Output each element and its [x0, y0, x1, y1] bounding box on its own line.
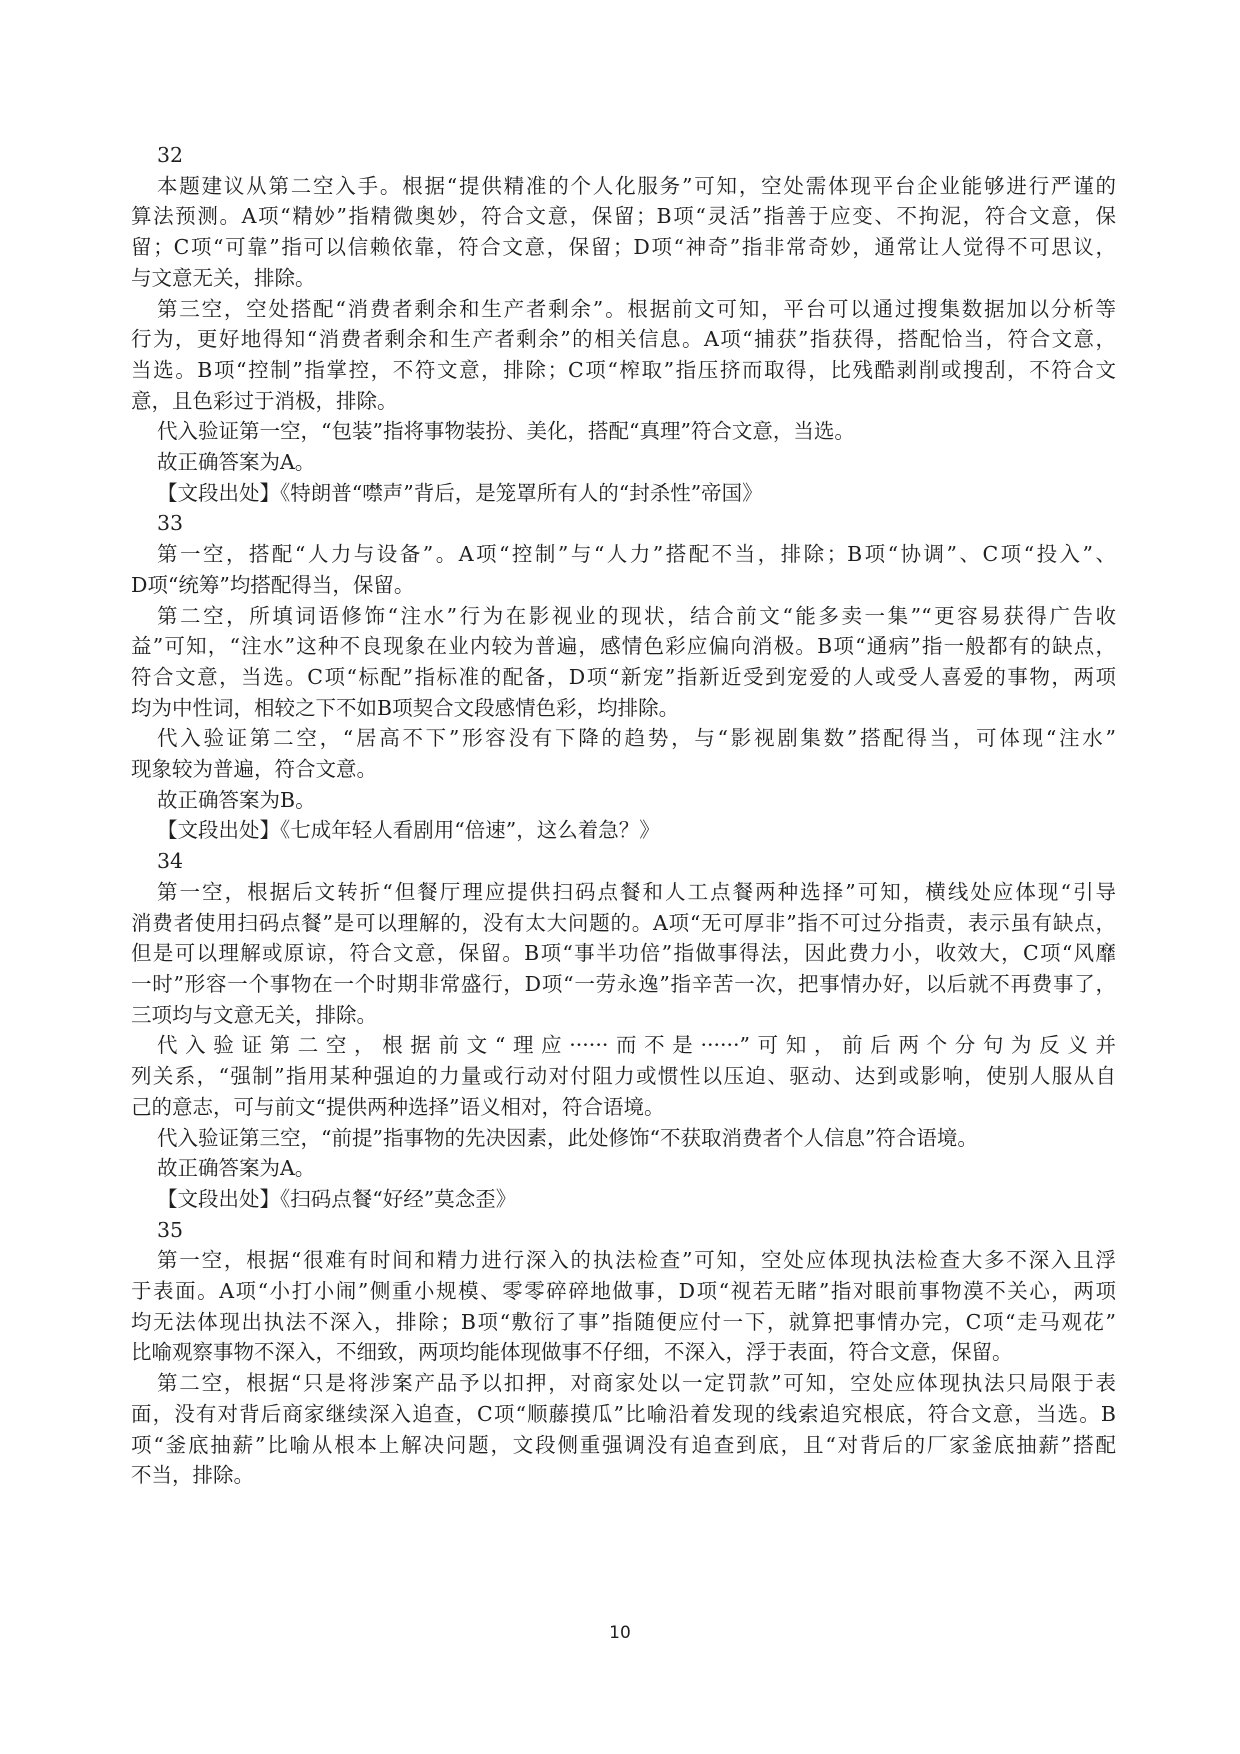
text-line: 第三空，空处搭配“消费者剩余和生产者剩余”。根据前文可知，平台可以通过搜集数据加以分析等: [157, 296, 1116, 321]
text-line: 均为中性词，相较之下不如B项契合文段感情色彩，均排除。: [131, 695, 680, 720]
text-line: 第二空，根据“只是将涉案产品予以扣押，对商家处以一定罚款”可知，空处应体现执法只局限于表: [157, 1371, 1116, 1396]
text-line: 故正确答案为A。: [157, 1156, 316, 1181]
text-line: 不当，排除。: [131, 1463, 254, 1488]
text-line: 三项均与文意无关，排除。: [131, 1002, 377, 1027]
paragraph: [131, 416, 1116, 447]
text-line: 第一空，根据后文转折“但餐厅理应提供扫码点餐和人工点餐两种选择”可知，横线处应体现“引导: [157, 879, 1116, 904]
text-line: 列关系，“强制”指用某种强迫的力量或行动对付阻力或惯性以压迫、驱动、达到或影响，使别人服从自: [131, 1064, 1116, 1089]
text-line: 于表面。A项“小打小闹”侧重小规模、零零碎碎地做事，D项“视若无睹”指对眼前事物漠不关心，两项: [131, 1279, 1116, 1304]
paragraph: [131, 539, 1116, 600]
answer-line: [131, 1153, 1116, 1184]
text-line: 均无法体现出执法不深入，排除；B项“敷衍了事”指随便应付一下，就算把事情办完，C项“走马观花”: [131, 1309, 1116, 1334]
text-line: 【文段出处】《七成年轻人看剧用“倍速”，这么着急？》: [157, 818, 660, 843]
paragraph: [131, 601, 1116, 724]
section-34: [131, 846, 1116, 1214]
question-number: 35: [157, 1217, 184, 1242]
text-line: 己的意志，可与前文“提供两种选择”语义相对，符合语境。: [131, 1094, 665, 1119]
paragraph: [131, 294, 1116, 417]
section-33: [131, 508, 1116, 846]
text-line: 现象较为普遍，符合文意。: [131, 757, 377, 782]
text-line: 代入验证第一空，“包装”指将事物装扮、美化，搭配“真理”符合文意，当选。: [157, 419, 855, 444]
text-line: 一时”形容一个事物在一个时期非常盛行，D项“一劳永逸”指辛苦一次，把事情办好，以后就不再费事了，: [131, 971, 1116, 996]
page-number: 10: [609, 1623, 631, 1643]
question-number: 32: [157, 143, 184, 167]
text-line: 益”可知，“注水”这种不良现象在业内较为普遍，感情色彩应偏向消极。B项“通病”指一般都有的缺点，: [131, 634, 1116, 659]
text-line: 故正确答案为A。: [157, 450, 316, 475]
source-citation: [131, 815, 1116, 846]
text-line: 当选。B项“控制”指掌控，不符文意，排除；C项“榨取”指压挤而取得，比残酷剥削或搜刮，不符合文: [131, 357, 1116, 382]
text-line: 项“釜底抽薪”比喻从根本上解决问题，文段侧重强调没有追查到底，且“对背后的厂家釜底抽薪”搭配: [131, 1432, 1116, 1457]
text-line: D项“统筹”均搭配得当，保留。: [131, 572, 415, 597]
paragraph: [131, 877, 1116, 1031]
text-line: 第二空，所填词语修饰“注水”行为在影视业的现状，结合前文“能多卖一集”“更容易获得广告收: [157, 603, 1116, 628]
text-line: 故正确答案为B。: [157, 787, 316, 812]
text-line: 消费者使用扫码点餐”是可以理解的，没有太大问题的。A项“无可厚非”指不可过分指责，表示虽有缺点，: [131, 910, 1116, 935]
answer-line: [131, 447, 1116, 478]
text-line: 第一空，根据“很难有时间和精力进行深入的执法检查”可知，空处应体现执法检查大多不深入且浮: [157, 1248, 1116, 1273]
text-line: 代入验证第二空，“居高不下”形容没有下降的趋势，与“影视剧集数”搭配得当，可体现“注水”: [157, 726, 1116, 751]
document-body: [131, 140, 1116, 1491]
source-citation: [131, 1184, 1116, 1215]
paragraph: [131, 171, 1116, 294]
text-line: 本题建议从第二空入手。根据“提供精准的个人化服务”可知，空处需体现平台企业能够进行严谨的: [157, 173, 1116, 198]
question-number: 33: [157, 511, 184, 536]
question-number: 34: [157, 849, 184, 874]
paragraph: [131, 1245, 1116, 1368]
text-line: 面，没有对背后商家继续深入追查，C项“顺藤摸瓜”比喻沿着发现的线索追究根底，符合文意，当选。B: [131, 1401, 1116, 1426]
answer-line: [131, 785, 1116, 816]
text-line: 代入验证第三空，“前提”指事物的先决因素，此处修饰“不获取消费者个人信息”符合语境。: [157, 1125, 978, 1150]
text-line: 算法预测。A项“精妙”指精微奥妙，符合文意，保留；B项“灵活”指善于应变、不拘泥，符合文意，保: [131, 204, 1116, 229]
source-citation: [131, 478, 1116, 509]
text-line: 符合文意，当选。C项“标配”指标准的配备，D项“新宠”指新近受到宠爱的人或受人喜爱的事物，两项: [131, 664, 1116, 689]
text-line: 第一空，搭配“人力与设备”。A项“控制”与“人力”搭配不当，排除；B项“协调”、C项“投入”、: [157, 542, 1116, 567]
paragraph: [131, 1030, 1116, 1122]
text-line: 意，且色彩过于消极，排除。: [131, 388, 398, 413]
paragraph: [131, 723, 1116, 784]
text-line: 行为，更好地得知“消费者剩余和生产者剩余”的相关信息。A项“捕获”指获得，搭配恰当，符合文意，: [131, 327, 1116, 352]
text-line: 留；C项“可靠”指可以信赖依靠，符合文意，保留；D项“神奇”指非常奇妙，通常让人觉得不可思议，: [131, 235, 1116, 260]
text-line: 但是可以理解或原谅，符合文意，保留。B项“事半功倍”指做事得法，因此费力小，收效大，C项“风靡: [131, 941, 1116, 966]
paragraph: [131, 1368, 1116, 1491]
text-line: 与文意无关，排除。: [131, 265, 316, 290]
paragraph: [131, 1123, 1116, 1154]
section-32: [131, 140, 1116, 508]
section-35: [131, 1215, 1116, 1491]
text-line: 【文段出处】《扫码点餐“好经”莫念歪》: [157, 1186, 517, 1211]
text-line: 比喻观察事物不深入，不细致，两项均能体现做事不仔细，不深入，浮于表面，符合文意，保留。: [131, 1340, 1013, 1365]
text-line: 【文段出处】《特朗普“噤声”背后，是笼罩所有人的“封杀性”帝国》: [157, 480, 763, 505]
text-line: 代入验证第二空，根据前文“理应······而不是······”可知，前后两个分句为反义并: [157, 1033, 1116, 1058]
